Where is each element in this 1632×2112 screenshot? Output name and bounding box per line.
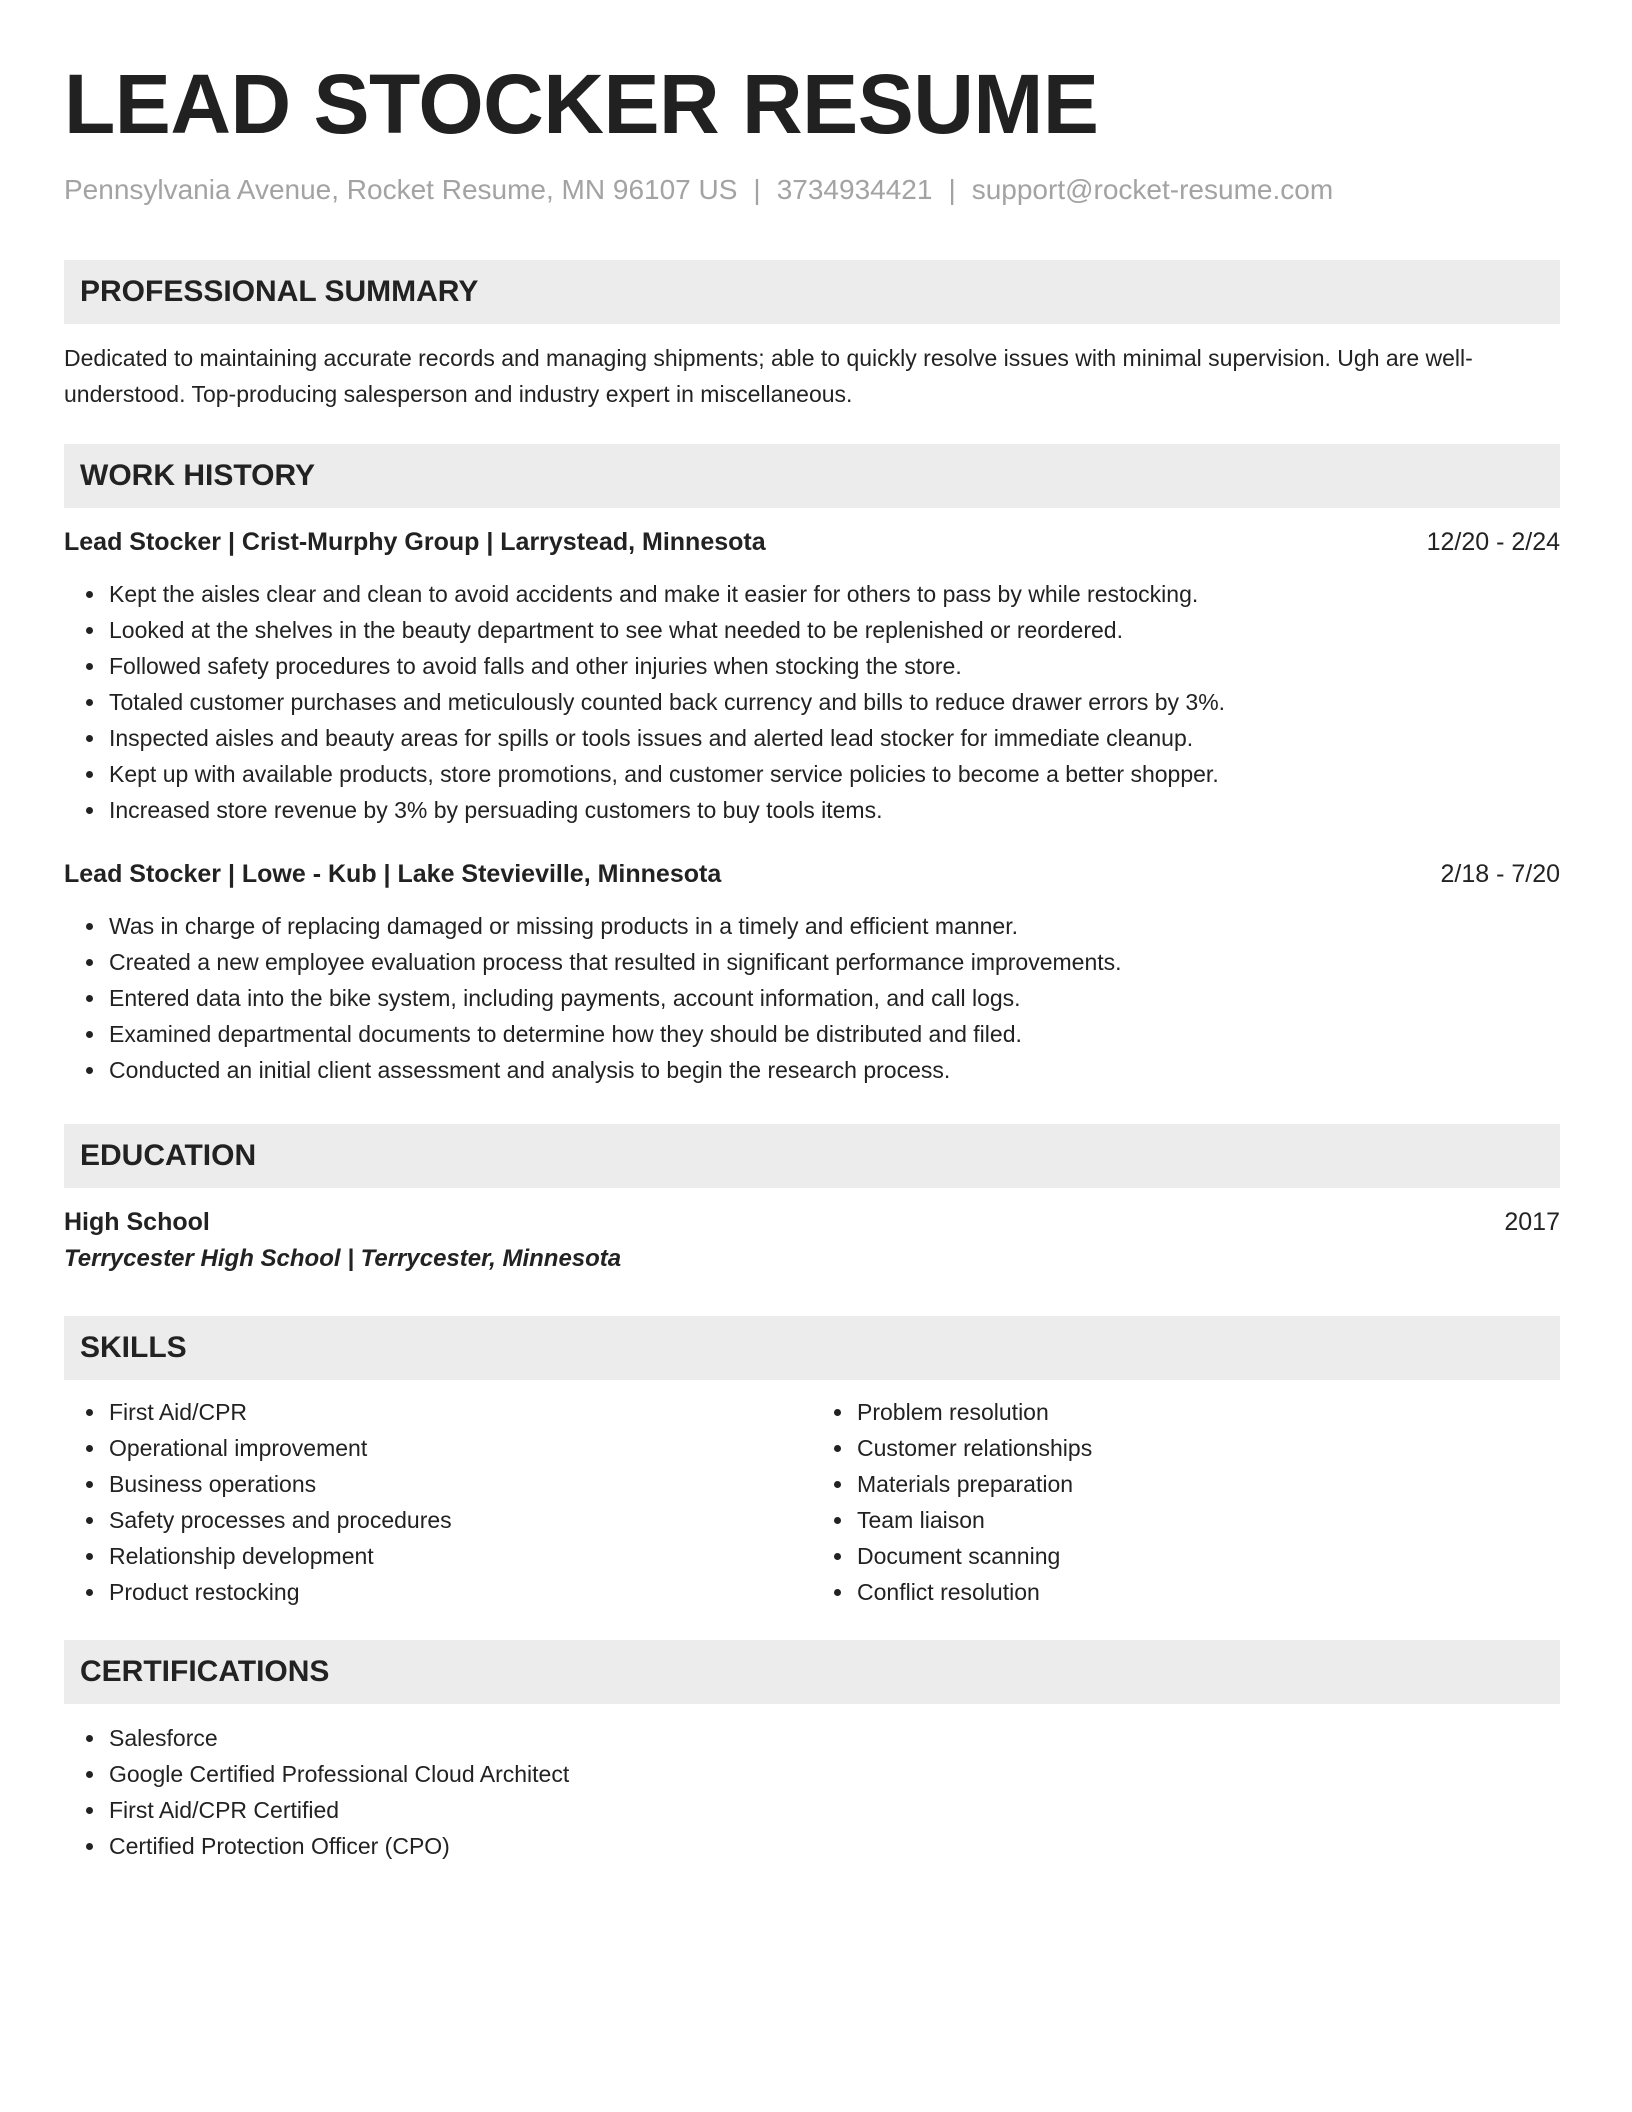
job-bullet: • Kept up with available products, store promotions, and customer service policies to become a better shopper. — [107, 756, 1560, 792]
skill-item: • Safety processes and procedures — [107, 1502, 812, 1538]
skills-list-left — [64, 1394, 812, 1610]
job-title: Lead Stocker | Crist-Murphy Group | Larrystead, Minnesota — [64, 528, 766, 556]
skill-item: • Business operations — [107, 1466, 812, 1502]
contact-email: support@rocket-resume.com — [971, 174, 1334, 205]
job-heading-line — [64, 524, 1560, 560]
job-bullet: • Examined departmental documents to determine how they should be distributed and filed. — [107, 1016, 1560, 1052]
contact-phone: 3734934421 — [776, 174, 933, 205]
contact-separator: | — [948, 174, 956, 205]
summary-text: Dedicated to maintaining accurate records and managing shipments; able to quickly resolve issues with minimal supervision. Ugh are well-understood. Top-producing salesperson and industry expert in miscellaneous. — [64, 345, 1473, 407]
skill-item: • Relationship development — [107, 1538, 812, 1574]
certification-item: • Salesforce — [107, 1720, 1560, 1756]
contact-separator: | — [753, 174, 761, 205]
section-header-certifications: CERTIFICATIONS — [64, 1640, 1560, 1704]
job-bullets — [64, 576, 1560, 828]
job-entry — [64, 856, 1560, 1088]
job-dates: 12/20 - 2/24 — [1426, 528, 1560, 556]
certification-item: • First Aid/CPR Certified — [107, 1792, 1560, 1828]
certification-item: • Certified Protection Officer (CPO) — [107, 1828, 1560, 1864]
skills-list-right — [812, 1394, 1560, 1610]
section-header-summary: PROFESSIONAL SUMMARY — [64, 260, 1560, 324]
skill-item: • Problem resolution — [855, 1394, 1560, 1430]
skills-columns — [64, 1394, 1560, 1610]
job-bullets — [64, 908, 1560, 1088]
job-bullet: • Created a new employee evaluation process that resulted in significant performance improvements. — [107, 944, 1560, 980]
skill-item: • First Aid/CPR — [107, 1394, 812, 1430]
education-entry — [64, 1204, 1560, 1278]
job-bullet: • Inspected aisles and beauty areas for spills or tools issues and alerted lead stocker for immediate cleanup. — [107, 720, 1560, 756]
contact-line — [64, 172, 1560, 208]
job-bullet: • Kept the aisles clear and clean to avoid accidents and make it easier for others to pass by while restocking. — [107, 576, 1560, 612]
certifications-list — [64, 1720, 1560, 1864]
section-header-work-history: WORK HISTORY — [64, 444, 1560, 508]
skill-item: • Customer relationships — [855, 1430, 1560, 1466]
certification-item: • Google Certified Professional Cloud Architect — [107, 1756, 1560, 1792]
job-bullet: • Increased store revenue by 3% by persuading customers to buy tools items. — [107, 792, 1560, 828]
skill-item: • Team liaison — [855, 1502, 1560, 1538]
resume-title: LEAD STOCKER RESUME — [64, 57, 1099, 151]
skill-item: • Materials preparation — [855, 1466, 1560, 1502]
job-entry — [64, 524, 1560, 828]
job-bullet: • Followed safety procedures to avoid falls and other injuries when stocking the store. — [107, 648, 1560, 684]
education-heading-line — [64, 1204, 1560, 1240]
contact-address: Pennsylvania Avenue, Rocket Resume, MN 96107 US — [64, 174, 738, 205]
education-year: 2017 — [1504, 1208, 1560, 1236]
section-header-education: EDUCATION — [64, 1124, 1560, 1188]
job-bullet: • Totaled customer purchases and meticulously counted back currency and bills to reduce drawer errors by 3%. — [107, 684, 1560, 720]
skill-item: • Conflict resolution — [855, 1574, 1560, 1610]
job-bullet: • Entered data into the bike system, including payments, account information, and call logs. — [107, 980, 1560, 1016]
skill-item: • Document scanning — [855, 1538, 1560, 1574]
education-degree: High School — [64, 1208, 210, 1236]
job-bullet: • Looked at the shelves in the beauty department to see what needed to be replenished or reordered. — [107, 612, 1560, 648]
job-title: Lead Stocker | Lowe - Kub | Lake Stevieville, Minnesota — [64, 860, 722, 888]
education-school: Terrycester High School | Terrycester, Minnesota — [64, 1245, 622, 1272]
job-dates: 2/18 - 7/20 — [1440, 860, 1560, 888]
skill-item: • Operational improvement — [107, 1430, 812, 1466]
job-bullet: • Conducted an initial client assessment and analysis to begin the research process. — [107, 1052, 1560, 1088]
skill-item: • Product restocking — [107, 1574, 812, 1610]
section-header-skills: SKILLS — [64, 1316, 1560, 1380]
job-bullet: • Was in charge of replacing damaged or missing products in a timely and efficient manner. — [107, 908, 1560, 944]
job-heading-line — [64, 856, 1560, 892]
resume-page — [64, 56, 1560, 1864]
